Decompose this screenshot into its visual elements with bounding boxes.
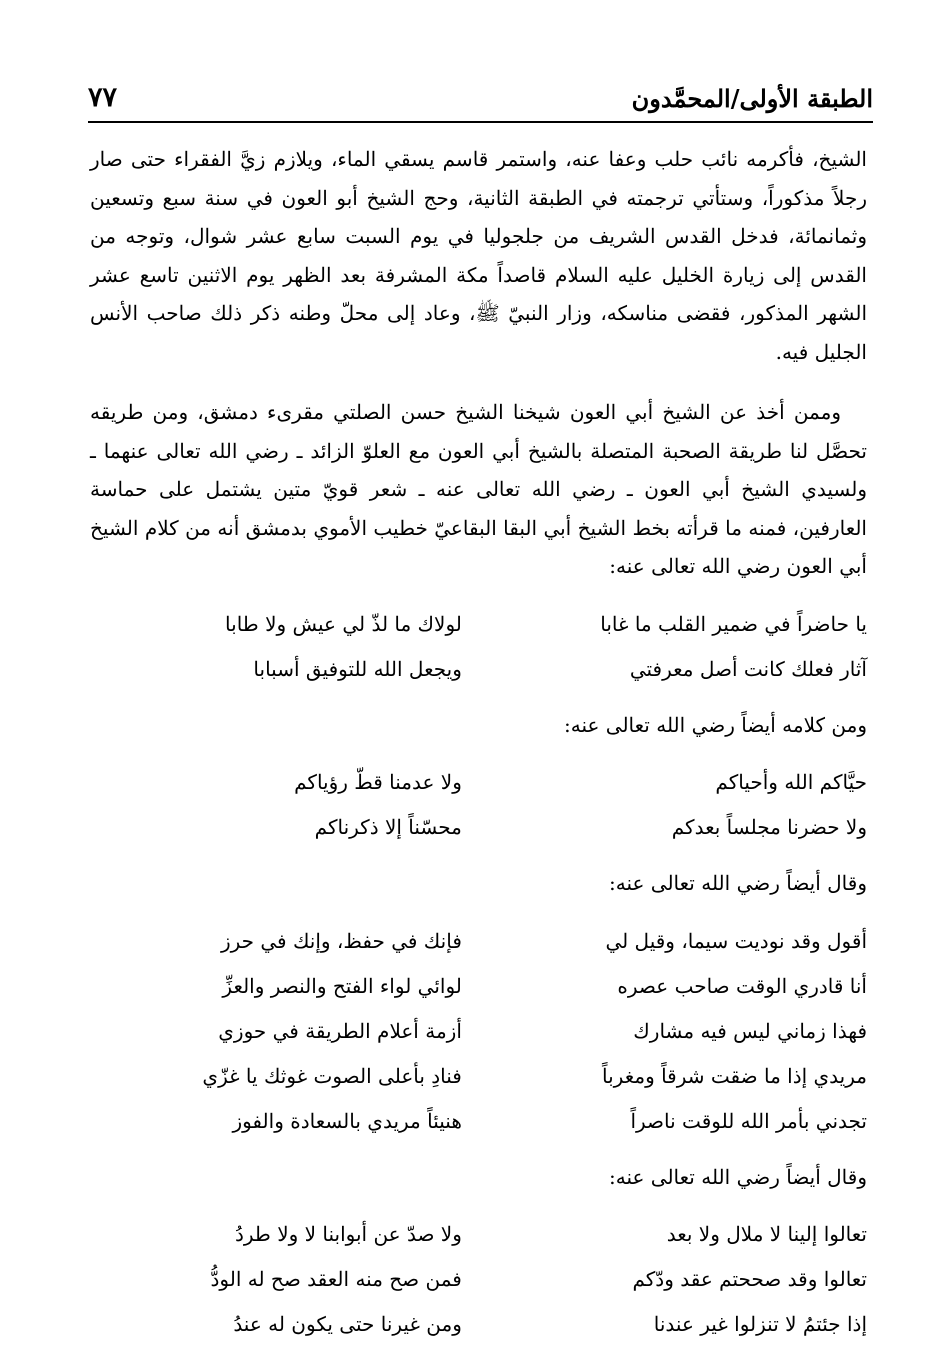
first-hemistich: تعالوا وقد صححتم عقد ودّكم <box>632 1267 867 1291</box>
first-hemistich: إذا جئتمُ لا تنزلوا غير عندنا <box>653 1312 867 1336</box>
first-hemistich: أقول وقد نوديت سيما، وقيل لي <box>605 928 867 953</box>
verse <box>90 647 867 692</box>
poem <box>90 602 867 692</box>
verse <box>90 1054 867 1099</box>
second-hemistich: ومن غيرنا حتى يكون له عندُ <box>233 1312 462 1336</box>
verse <box>90 1099 867 1144</box>
poem <box>90 919 867 1144</box>
verse <box>90 1009 867 1054</box>
page-body <box>90 140 867 1361</box>
second-hemistich: فإنك في حفظ، وإنك في حرز <box>220 928 462 953</box>
verse <box>90 964 867 1009</box>
verse <box>90 602 867 647</box>
poem-intro: وقال أيضاً رضي الله تعالى عنه: <box>609 871 867 895</box>
paragraph: الشيخ، فأكرمه نائب حلب وعفا عنه، واستمر قاسم يسقي الماء، ويلازم زيَّ الفقراء حتى صار رجلاً مذكوراً، وستأتي ترجمته في الطبقة الثانية، وحج الشيخ أبو العون في سنة سبع وتسعين وثمانمائة، فدخل القدس الشريف من جلجوليا في يوم السبت سابع عشر شوال، وتوجه من القدس إلى زيارة الخليل عليه السلام قاصداً مكة المشرفة بعد الظهر يوم الاثنين تاسع عشر الشهر المذكور، فقضى مناسكه، وزار النبيّ ﷺ، وعاد إلى محلّ وطنه ذكر ذلك صاحب الأنس الجليل فيه. <box>90 147 868 364</box>
running-title: الطبقة الأولى/المحمَّدون <box>631 84 873 113</box>
paragraph: وممن أخذ عن الشيخ أبي العون شيخنا الشيخ حسن الصلتي مقرىء دمشق، ومن طريقه تحصَّل لنا طريقة الصحبة المتصلة بالشيخ أبي العون مع العلوّ الزائد ـ رضي الله تعالى عنهما ـ ولسيدي الشيخ أبي العون ـ رضي الله تعالى عنه ـ شعر قويّ متين يشتمل على حماسة العارفين، فمنه ما قرأته بخط الشيخ أبي البقا البقاعيّ خطيب الأموي بدمشق أنه من كلام الشيخ أبي العون رضي الله تعالى عنه: <box>90 400 867 578</box>
verse <box>90 1212 867 1257</box>
verse <box>90 805 867 850</box>
verse <box>90 1302 867 1347</box>
first-hemistich: تعالوا إلينا لا ملال ولا بعد <box>666 1222 867 1246</box>
poem <box>90 1212 867 1347</box>
verse <box>90 760 867 805</box>
first-hemistich: يا حاضراً في ضمير القلب ما غابا <box>600 611 867 636</box>
first-hemistich: تجدني بأمر الله للوقت ناصراً <box>630 1108 867 1133</box>
first-hemistich: آثار فعلك كانت أصل معرفتي <box>629 656 867 681</box>
first-hemistich: فهذا زماني ليس فيه مشارك <box>633 1018 867 1043</box>
second-hemistich: فمن صح منه العقد صح له الودُّ <box>210 1267 462 1291</box>
second-hemistich: أزمة أعلام الطريقة في حوزي <box>218 1018 462 1043</box>
page-number: ٧٧ <box>88 82 118 113</box>
second-hemistich: لوائي لواء الفتح والنصر والعزِّ <box>222 973 462 998</box>
second-hemistich: ويجعل الله للتوفيق أسبابا <box>253 656 462 681</box>
first-hemistich: ولا حضرنا مجلساً بعدكم <box>671 815 867 839</box>
verse <box>90 919 867 964</box>
poem-intro: وقال أيضاً رضي الله تعالى عنه: <box>609 1164 867 1189</box>
second-hemistich: ولا عدمنا قطّ رؤياكم <box>294 770 462 794</box>
running-header <box>88 82 873 123</box>
first-hemistich: مريدي إذا ما ضقت شرقاً ومغرباً <box>602 1063 867 1088</box>
second-hemistich: هنيئاً مريدي بالسعادة والفوز <box>232 1108 462 1133</box>
first-hemistich: أنا قادري الوقت صاحب عصره <box>617 973 867 998</box>
second-hemistich: محسّناً إلا ذكرناكم <box>314 815 462 839</box>
poem-intro: ومن كلامه أيضاً رضي الله تعالى عنه: <box>564 712 867 737</box>
verse <box>90 1257 867 1302</box>
first-hemistich: حيَّاكم الله وأحياكم <box>715 770 867 794</box>
poem <box>90 760 867 850</box>
second-hemistich: فنادِ بأعلى الصوت غوثك يا غزّي <box>202 1063 462 1088</box>
second-hemistich: ولا صدّ عن أبوابنا لا ولا طردُ <box>234 1222 462 1246</box>
second-hemistich: لولاك ما لذّ لي عيش ولا طابا <box>225 611 462 636</box>
